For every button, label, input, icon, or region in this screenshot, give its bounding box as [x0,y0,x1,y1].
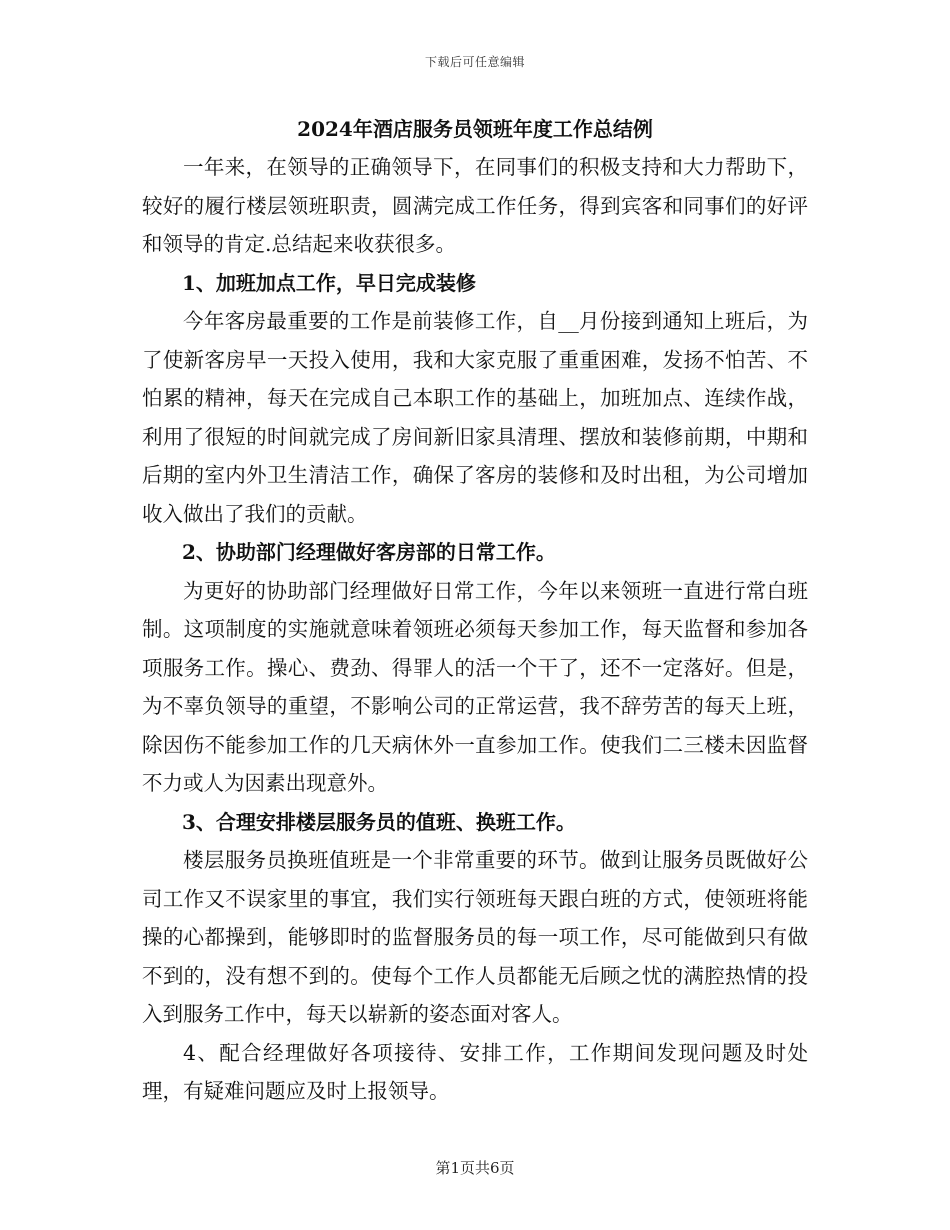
section-body-1: 今年客房最重要的工作是前装修工作，自__月份接到通知上班后，为了使新客房早一天投入使用，我和大家克服了重重困难，发扬不怕苦、不怕累的精神，每天在完成自己本职工作的基础上，加班加点、连续作战，利用了很短的时间就完成了房间新旧家具清理、摆放和装修前期，中期和后期的室内外卫生清洁工作，确保了客房的装修和及时出租，为公司增加收入做出了我们的贡献。 [142,309,808,526]
section-body-3: 楼层服务员换班值班是一个非常重要的环节。做到让服务员既做好公司工作又不误家里的事宜，我们实行领班每天跟白班的方式，使领班将能操的心都操到，能够即时的监督服务员的每一项工作，尽可能做到只有做不到的，没有想不到的。使每个工作人员都能无后顾之忧的满腔热情的投入到服务工作中，每天以崭新的姿态面对客人。 [142,848,808,1026]
document-title: 2024年酒店服务员领班年度工作总结例 [297,117,653,141]
intro-paragraph: 一年来，在领导的正确领导下，在同事们的积极支持和大力帮助下，较好的履行楼层领班职责，圆满完成工作任务，得到宾客和同事们的好评和领导的肯定.总结起来收获很多。 [142,155,808,256]
header-note: 下载后可任意编辑 [424,55,525,69]
closing-paragraph: 4、配合经理做好各项接待、安排工作，工作期间发现问题及时处理，有疑难问题应及时上报领导。 [142,1040,808,1103]
section-heading-1: 1、加班加点工作，早日完成装修 [182,270,476,295]
page-number-footer: 第1页共6页 [435,1159,515,1177]
document-body [142,112,808,1111]
section-heading-3: 3、合理安排楼层服务员的值班、换班工作。 [182,809,576,834]
section-heading-2: 2、协助部门经理做好客房部的日常工作。 [182,540,556,564]
section-body-2: 为更好的协助部门经理做好日常工作，今年以来领班一直进行常白班制。这项制度的实施就意味着领班必须每天参加工作，每天监督和参加各项服务工作。操心、费劲、得罪人的活一个干了，还不一定落好。但是，为不辜负领导的重望，不影响公司的正常运营，我不辞劳苦的每天上班，除因伤不能参加工作的几天病休外一直参加工作。使我们二三楼未因监督不力或人为因素出现意外。 [142,578,808,795]
